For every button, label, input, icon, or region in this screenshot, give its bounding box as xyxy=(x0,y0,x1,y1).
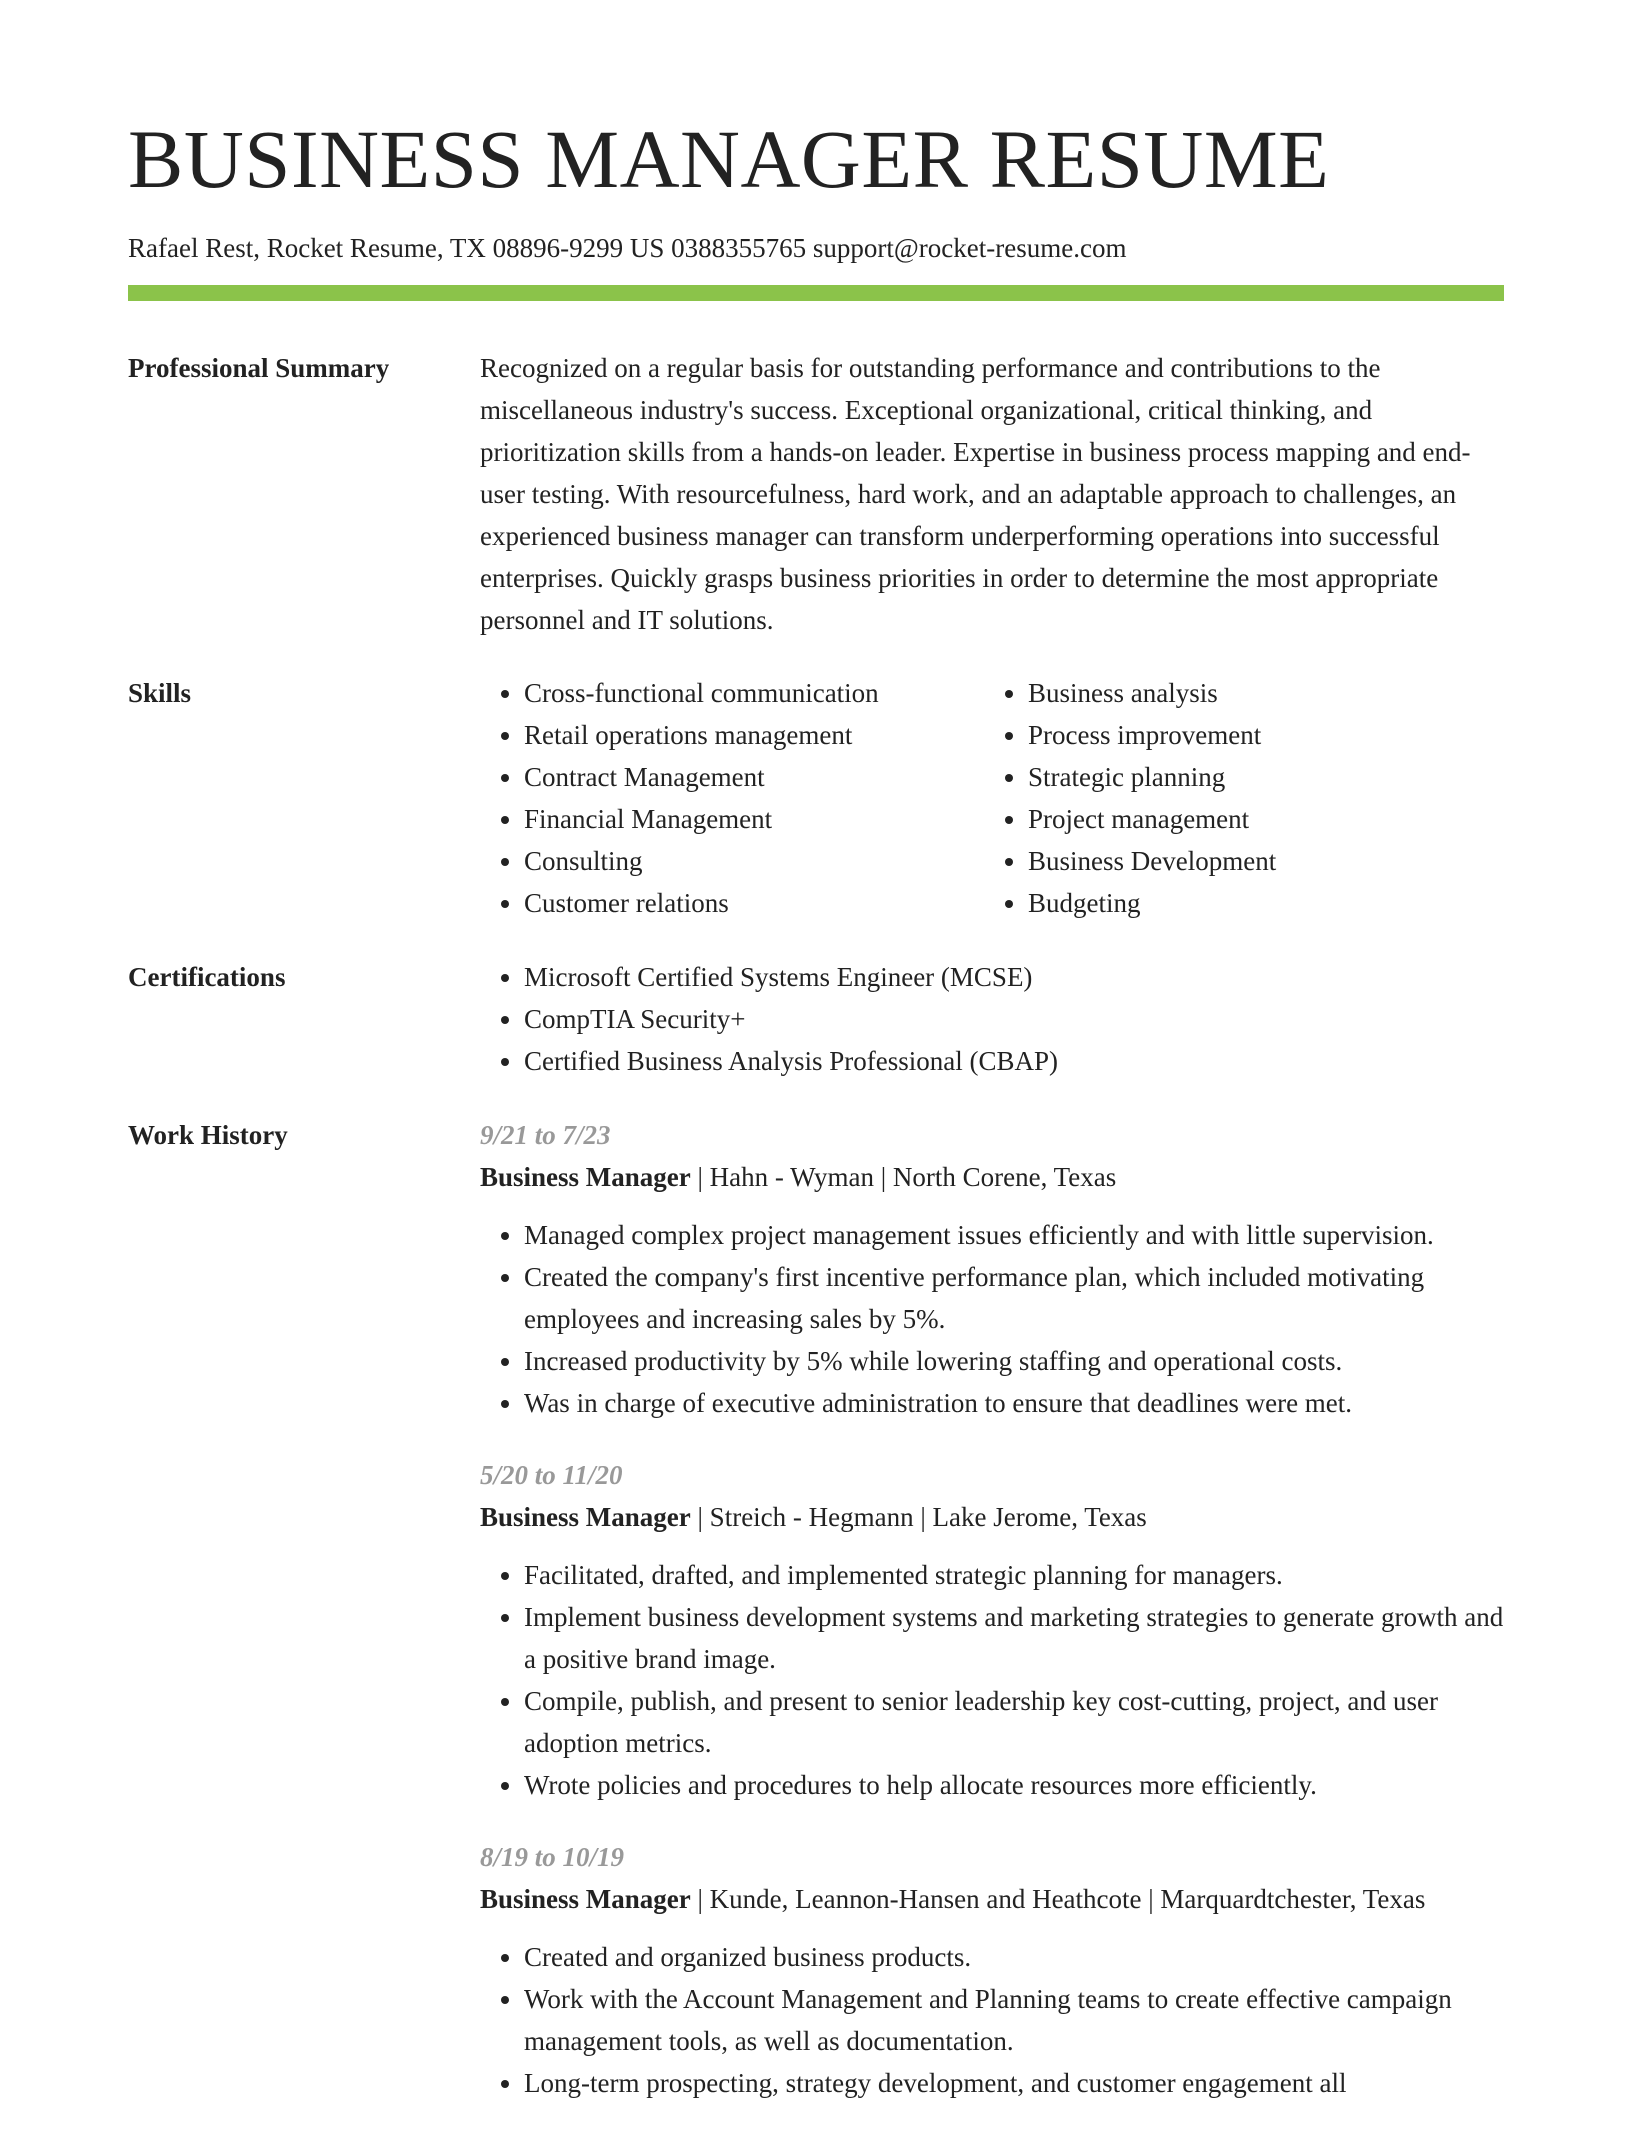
job-title: Business Manager xyxy=(480,1502,691,1532)
skill-item: • Business analysis xyxy=(1028,672,1488,714)
job-details: | Streich - Hegmann | Lake Jerome, Texas xyxy=(690,1502,1147,1532)
certifications-list xyxy=(480,956,1504,1082)
skill-item: • Budgeting xyxy=(1028,882,1488,924)
job-heading xyxy=(480,1878,1504,1920)
skill-item: • Cross-functional communication xyxy=(524,672,984,714)
certification-item: • Microsoft Certified Systems Engineer (MCSE) xyxy=(524,956,1504,998)
skill-item: • Strategic planning xyxy=(1028,756,1488,798)
summary-text: Recognized on a regular basis for outstanding performance and contributions to the miscellaneous industry's success. Exceptional organizational, critical thinking, and prioritization skills from a hands-on leader. Expertise in business process mapping and end-user testing. With resourcefulness, hard work, and an adaptable approach to challenges, an experienced business manager can transform underperforming operations into successful enterprises. Quickly grasps business priorities in order to determine the most appropriate personnel and IT solutions. xyxy=(480,353,1471,635)
skill-item: • Contract Management xyxy=(524,756,984,798)
skills-list-left xyxy=(480,672,984,924)
job-entry xyxy=(480,1114,1504,1424)
work-history-body xyxy=(480,1114,1504,2134)
job-title: Business Manager xyxy=(480,1162,691,1192)
job-dates: 5/20 to 11/20 xyxy=(480,1460,623,1490)
skill-item: • Customer relations xyxy=(524,882,984,924)
skill-item: • Process improvement xyxy=(1028,714,1488,756)
summary-body xyxy=(480,347,1504,641)
certifications-label: Certifications xyxy=(128,962,286,992)
work-history-label: Work History xyxy=(128,1120,288,1150)
job-entry xyxy=(480,1836,1504,2104)
job-bullet: • Implement business development systems and marketing strategies to generate growth and a positive brand image. xyxy=(524,1596,1504,1680)
skills-body xyxy=(480,672,1504,924)
skills-label: Skills xyxy=(128,678,192,708)
resume-title: BUSINESS MANAGER RESUME xyxy=(128,113,1330,205)
skills-list-right xyxy=(984,672,1488,924)
job-details: | Kunde, Leannon-Hansen and Heathcote | Marquardtchester, Texas xyxy=(690,1884,1426,1914)
job-title: Business Manager xyxy=(480,1884,691,1914)
job-bullets xyxy=(480,1936,1504,2104)
certification-item: • CompTIA Security+ xyxy=(524,998,1504,1040)
job-entry xyxy=(480,1454,1504,1806)
summary-label: Professional Summary xyxy=(128,353,390,383)
job-bullet: • Managed complex project management issues efficiently and with little supervision. xyxy=(524,1214,1504,1256)
skill-item: • Financial Management xyxy=(524,798,984,840)
job-bullet: • Was in charge of executive administration to ensure that deadlines were met. xyxy=(524,1382,1504,1424)
job-bullet: • Created and organized business products. xyxy=(524,1936,1504,1978)
accent-divider xyxy=(128,285,1504,301)
skill-item: • Business Development xyxy=(1028,840,1488,882)
job-bullet: • Long-term prospecting, strategy development, and customer engagement all xyxy=(524,2062,1504,2104)
skill-item: • Consulting xyxy=(524,840,984,882)
job-bullet: • Wrote policies and procedures to help allocate resources more efficiently. xyxy=(524,1764,1504,1806)
certification-item: • Certified Business Analysis Professional (CBAP) xyxy=(524,1040,1504,1082)
job-heading xyxy=(480,1496,1504,1538)
job-bullet: • Work with the Account Management and Planning teams to create effective campaign management tools, as well as documentation. xyxy=(524,1978,1504,2062)
job-details: | Hahn - Wyman | North Corene, Texas xyxy=(690,1162,1117,1192)
job-bullet: • Created the company's first incentive performance plan, which included motivating employees and increasing sales by 5%. xyxy=(524,1256,1504,1340)
skill-item: • Project management xyxy=(1028,798,1488,840)
contact-line: Rafael Rest, Rocket Resume, TX 08896-9299 US 0388355765 support@rocket-resume.com xyxy=(128,233,1127,263)
skill-item: • Retail operations management xyxy=(524,714,984,756)
job-bullet: • Compile, publish, and present to senior leadership key cost-cutting, project, and user adoption metrics. xyxy=(524,1680,1504,1764)
job-bullet: • Increased productivity by 5% while lowering staffing and operational costs. xyxy=(524,1340,1504,1382)
job-dates: 9/21 to 7/23 xyxy=(480,1120,611,1150)
job-heading xyxy=(480,1156,1504,1198)
job-bullets xyxy=(480,1554,1504,1806)
job-bullets xyxy=(480,1214,1504,1424)
job-dates: 8/19 to 10/19 xyxy=(480,1842,625,1872)
job-bullet: • Facilitated, drafted, and implemented strategic planning for managers. xyxy=(524,1554,1504,1596)
certifications-body xyxy=(480,956,1504,1082)
